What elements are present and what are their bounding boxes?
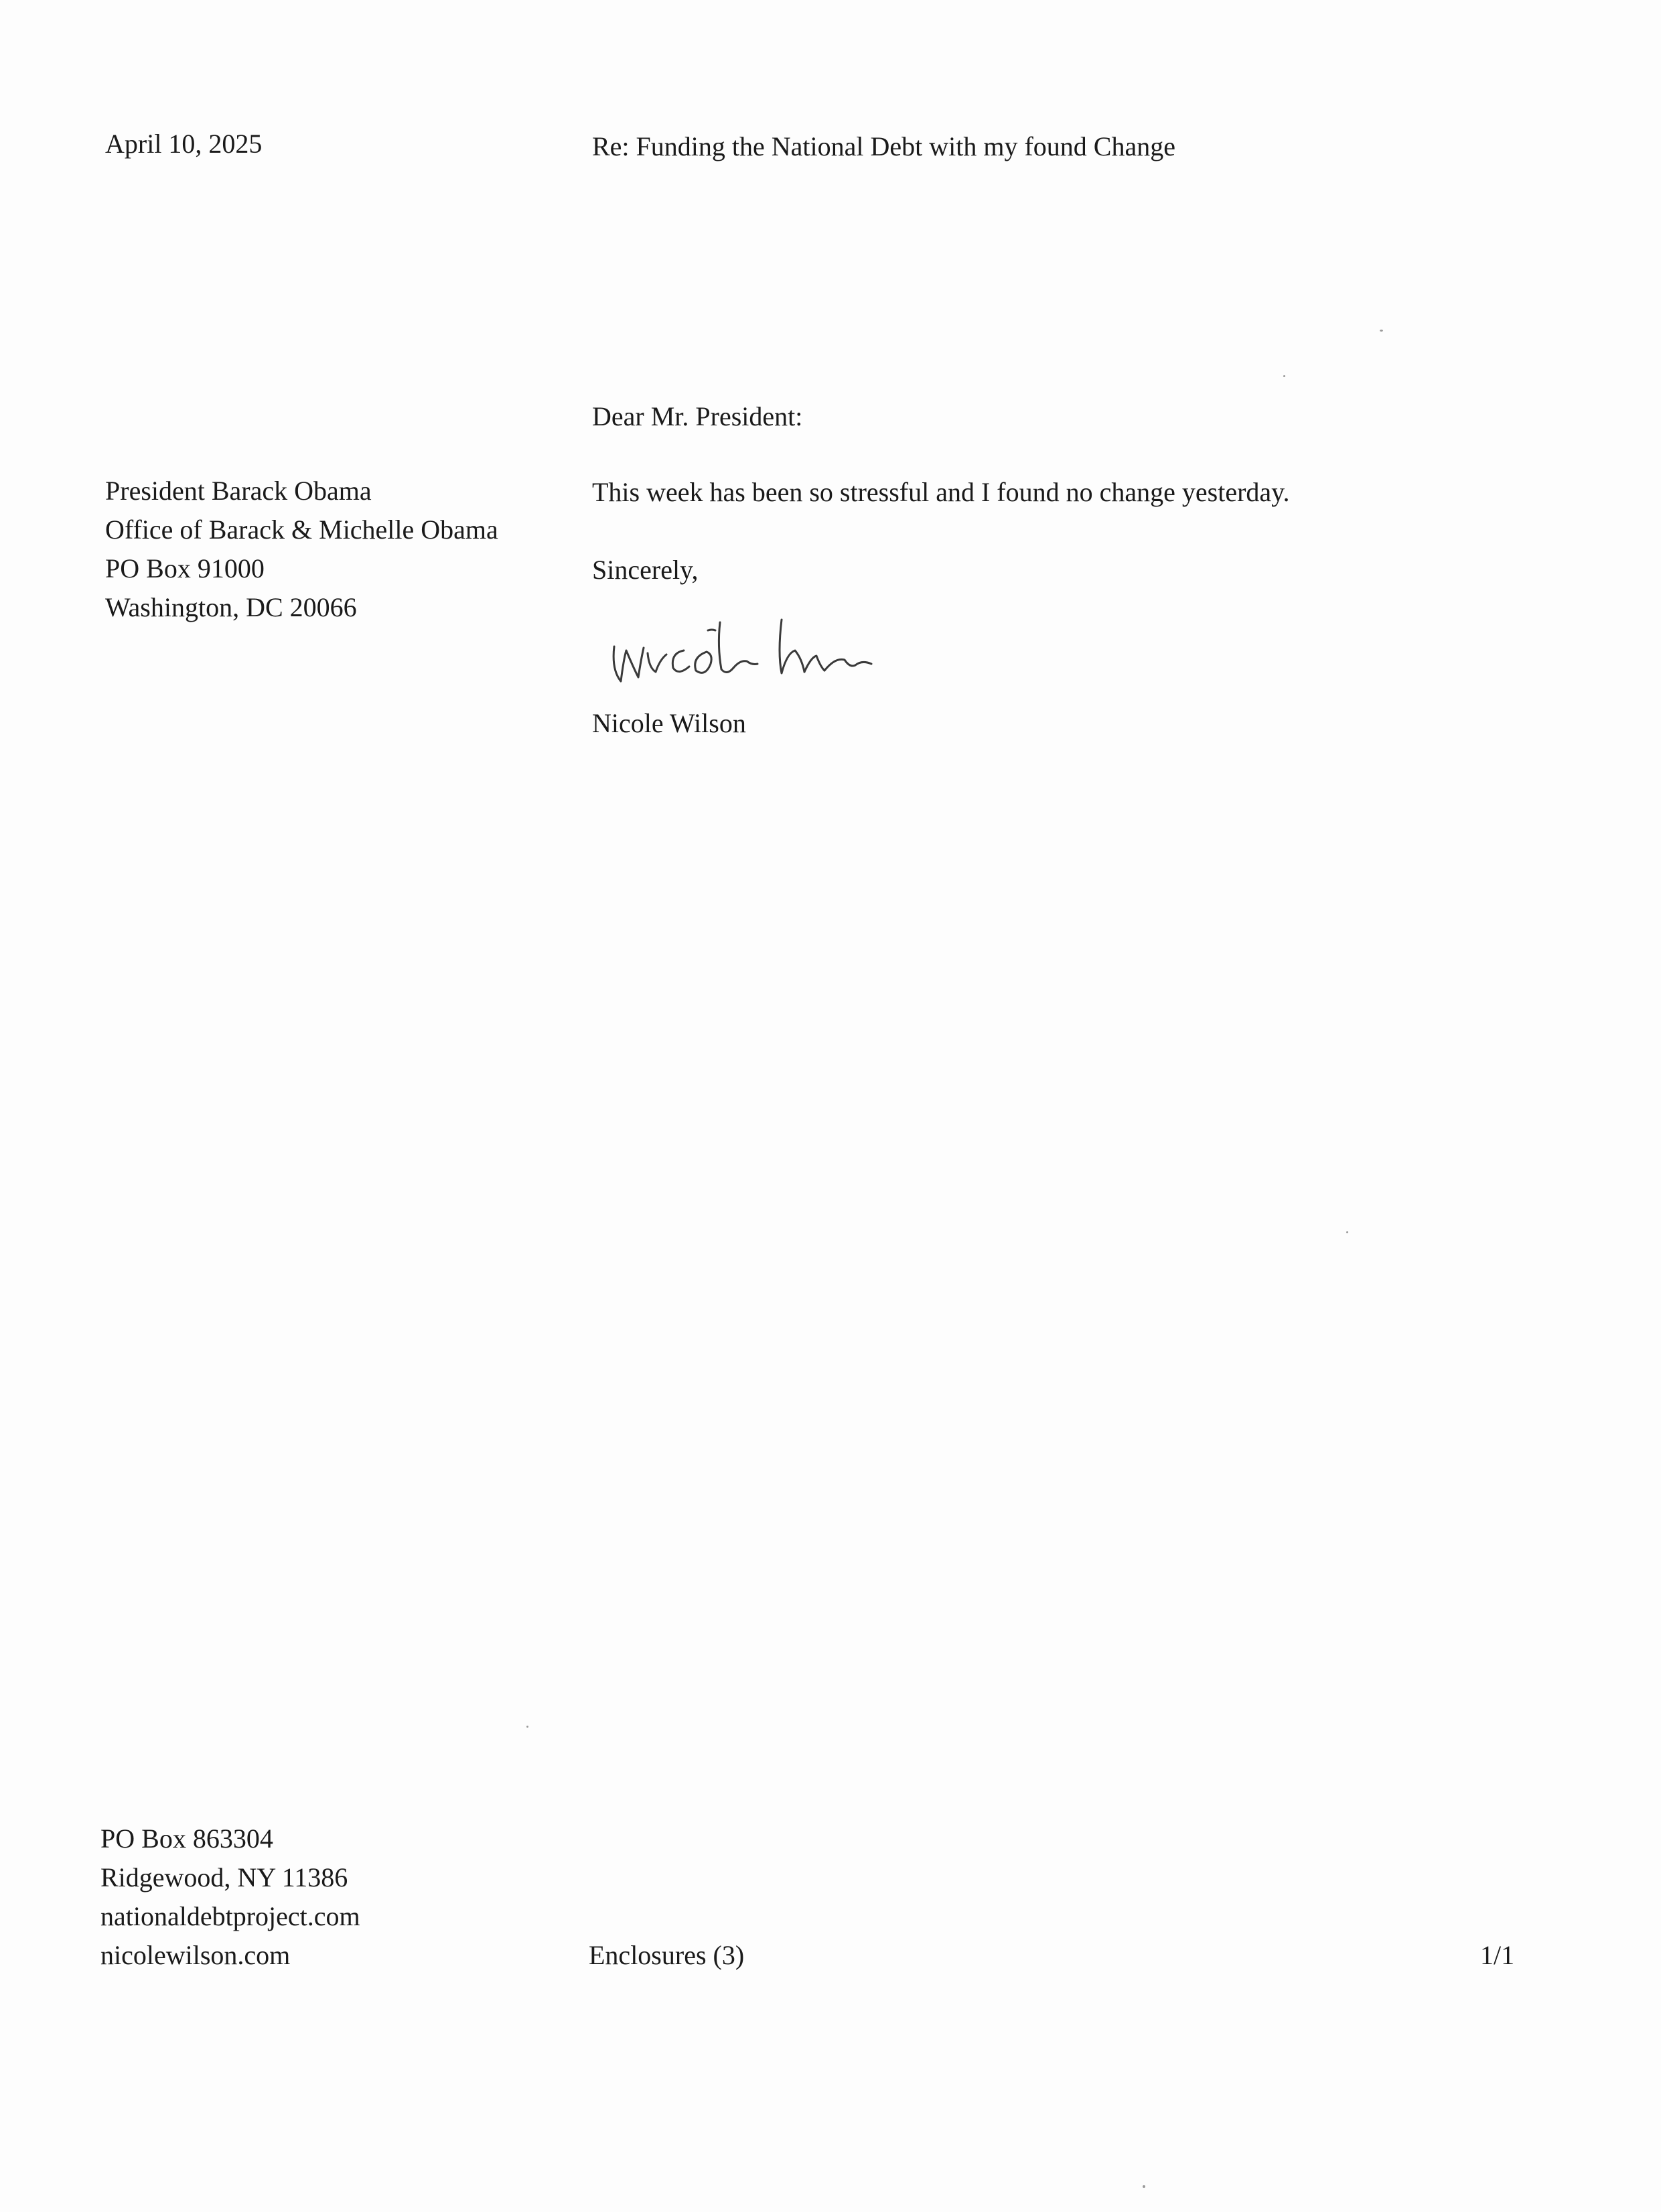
salutation: Dear Mr. President: [592,401,803,431]
recipient-address [105,472,498,627]
closing: Sincerely, [592,555,699,585]
handwritten-signature [606,606,887,700]
letter-date: April 10, 2025 [105,129,263,159]
enclosures-note: Enclosures (3) [589,1940,745,1970]
letter-body: This week has been so stressful and I found no change yesterday. [592,477,1290,507]
recipient-name: President Barack Obama [105,476,372,506]
scan-speck [526,1726,528,1728]
sender-city: Ridgewood, NY 11386 [100,1862,348,1892]
signer-name: Nicole Wilson [592,708,746,738]
letter-subject: Re: Funding the National Debt with my found Change [592,131,1175,161]
scan-speck [1346,1231,1348,1233]
sender-address [100,1819,360,1975]
recipient-po-box: PO Box 91000 [105,553,265,583]
sender-website-1: nationaldebtproject.com [100,1901,360,1931]
scan-speck [1380,330,1383,332]
recipient-office: Office of Barack & Michelle Obama [105,514,498,545]
recipient-city: Washington, DC 20066 [105,592,357,622]
scan-speck [1143,2185,1145,2188]
sender-po-box: PO Box 863304 [100,1823,273,1854]
sender-website-2: nicolewilson.com [100,1940,291,1970]
scan-speck [1283,375,1285,377]
page-number: 1/1 [1480,1940,1515,1970]
